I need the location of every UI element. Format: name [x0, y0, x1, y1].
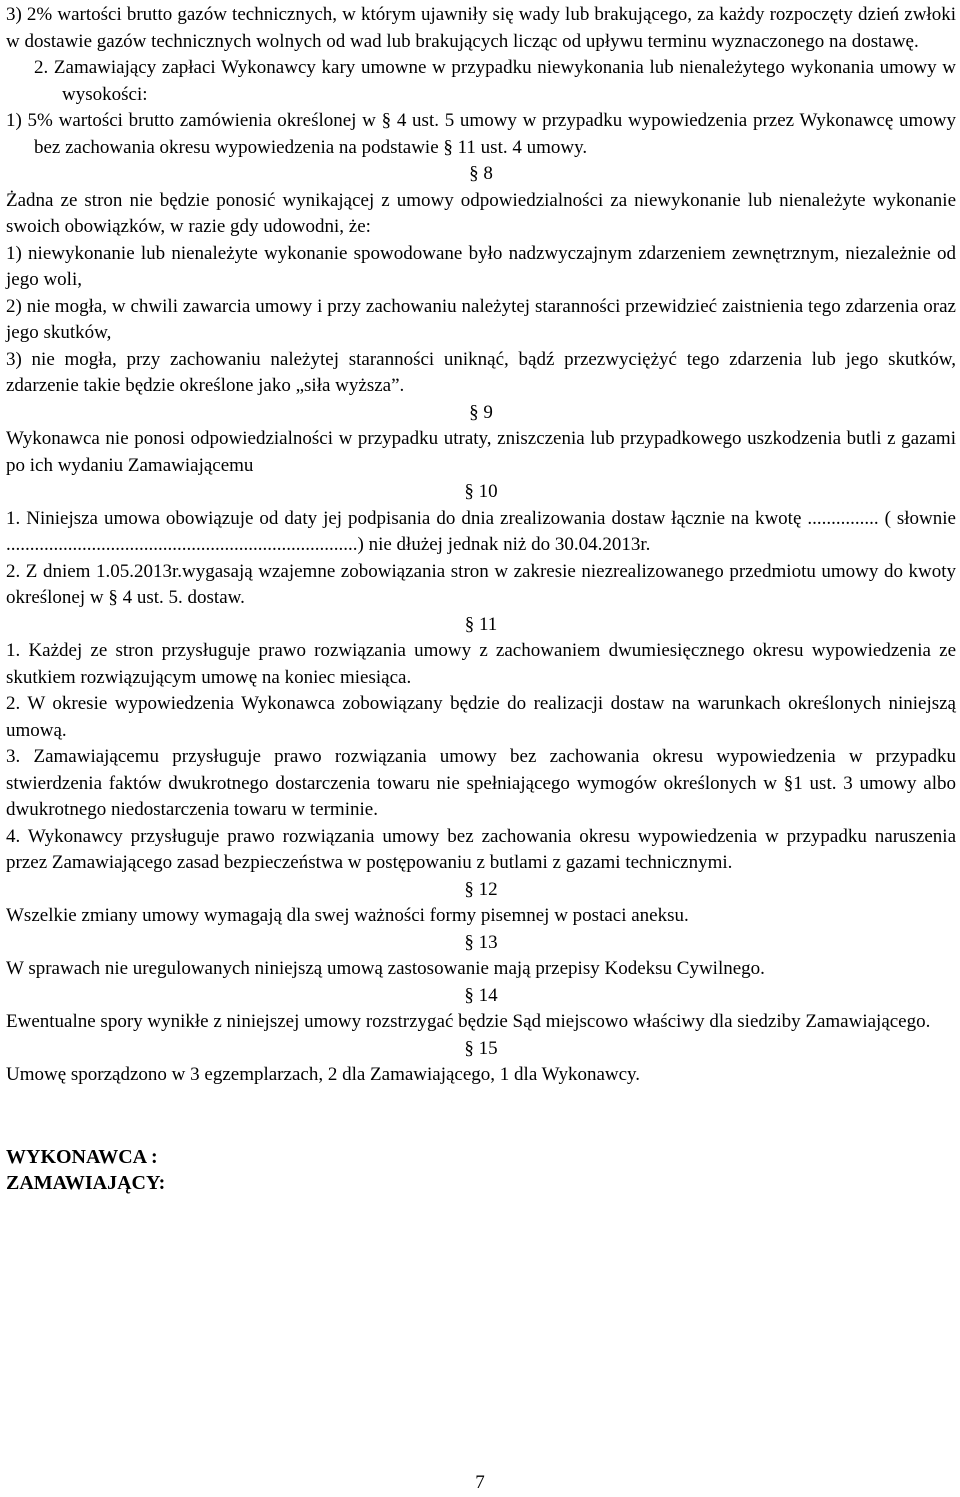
section-8-item-2: 2) nie mogła, w chwili zawarcia umowy i przy zachowaniu należytej staranności przewidzieć zaistnienia tego zdarzenia oraz jego skutków,	[6, 295, 956, 343]
section-14-heading: § 14	[464, 984, 498, 1006]
section-8-item-3: 3) nie mogła, przy zachowaniu należytej staranności uniknąć, bądź przezwyciężyć tego zdarzenia lub jego skutków, zdarzenie takie będzie określone jako „siła wyższa”.	[6, 348, 956, 396]
section-14-text: Ewentualne spory wynikłe z niniejszej umowy rozstrzygać będzie Sąd miejscowo właściwy dla siedziby Zamawiającego.	[6, 1011, 931, 1032]
section-11-item-3: 3. Zamawiającemu przysługuje prawo rozwiązania umowy bez zachowania okresu wypowiedzenia w przypadku stwierdzenia faktów dwukrotnego dostarczenia towaru nie spełniającego wymogów określonych w §1 ust. 3 umowy albo dwukrotnego niedostarczenia towaru w terminie.	[6, 746, 956, 820]
section-12-text: Wszelkie zmiany umowy wymagają dla swej ważności formy pisemnej w postaci aneksu.	[6, 905, 689, 926]
document-page	[6, 2, 956, 1194]
client-signature-label: ZAMAWIAJĄCY:	[6, 1172, 166, 1194]
section-9-heading: § 9	[469, 401, 493, 423]
section-10-heading: § 10	[464, 481, 498, 502]
page-number: 7	[475, 1472, 485, 1493]
section-11-item-1: 1. Każdej ze stron przysługuje prawo rozwiązania umowy z zachowaniem dwumiesięcznego okresu wypowiedzenia ze skutkiem rozwiązującym umowę na koniec miesiąca.	[6, 640, 956, 688]
section-10-item-2: 2. Z dniem 1.05.2013r.wygasają wzajemne zobowiązania stron w zakresie niezrealizowanego przedmiotu umowy do kwoty określonej w § 4 ust. 5. dostaw.	[6, 560, 956, 608]
section-15-heading: § 15	[464, 1037, 498, 1059]
section-10-item-1: 1. Niniejsza umowa obowiązuje od daty jej podpisania do dnia zrealizowania dostaw łącznie na kwotę ............... ( słownie ..........................................................................) nie dłużej jednak niż do 30.04.2013r.	[6, 507, 956, 555]
section-13-text: W sprawach nie uregulowanych niniejszą umową zastosowanie mają przepisy Kodeksu Cywilnego.	[6, 958, 765, 979]
section-8-item-1: 1) niewykonanie lub nienależyte wykonanie spowodowane było nadzwyczajnym zdarzeniem zewnętrznym, niezależnie od jego woli,	[6, 242, 956, 290]
penalty-item-3: 3) 2% wartości brutto gazów technicznych, w którym ujawniły się wady lub brakującego, za każdy rozpoczęty dzień zwłoki w dostawie gazów technicznych wolnych od wad lub brakujących licząc od upływu terminu wyznaczonego na dostawę.	[6, 4, 956, 52]
penalty-clause-2: 2. Zamawiający zapłaci Wykonawcy kary umowne w przypadku niewykonania lub nienależytego wykonania umowy w wysokości:	[34, 57, 956, 105]
contractor-signature-label: WYKONAWCA :	[6, 1145, 158, 1168]
section-11-item-4: 4. Wykonawcy przysługuje prawo rozwiązania umowy bez zachowania okresu wypowiedzenia w przypadku naruszenia przez Zamawiającego zasad bezpieczeństwa w postępowaniu z butlami z gazami technicznymi.	[6, 825, 956, 873]
section-11-item-2: 2. W okresie wypowiedzenia Wykonawca zobowiązany będzie do realizacji dostaw na warunkach określonych niniejszą umową.	[6, 693, 956, 741]
section-15-text: Umowę sporządzono w 3 egzemplarzach, 2 dla Zamawiającego, 1 dla Wykonawcy.	[6, 1064, 641, 1085]
penalty-clause-2-item-1: 1) 5% wartości brutto zamówienia określonej w § 4 ust. 5 umowy w przypadku wypowiedzenia przez Wykonawcę umowy bez zachowania okresu wypowiedzenia na podstawie § 11 ust. 4 umowy.	[6, 110, 956, 158]
section-8-heading: § 8	[469, 163, 493, 184]
section-11-heading: § 11	[464, 613, 498, 635]
signature-spacer	[6, 1089, 956, 1144]
section-8-intro: Żadna ze stron nie będzie ponosić wynikającej z umowy odpowiedzialności za niewykonanie lub nienależyte wykonanie swoich obowiązków, w razie gdy udowodni, że:	[6, 189, 956, 237]
section-13-heading: § 13	[464, 931, 498, 953]
signature-row	[6, 1144, 956, 1194]
section-9-text: Wykonawca nie ponosi odpowiedzialności w przypadku utraty, zniszczenia lub przypadkowego uszkodzenia butli z gazami po ich wydaniu Zamawiającemu	[6, 428, 956, 476]
section-12-heading: § 12	[464, 878, 498, 900]
